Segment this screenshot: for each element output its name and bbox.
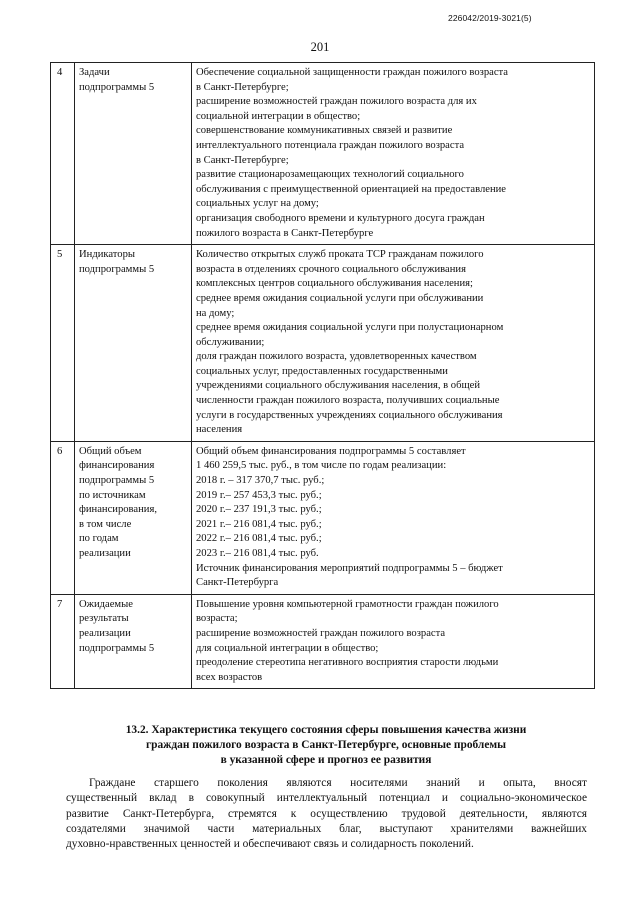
row-label-line: реализации: [79, 548, 131, 559]
row-label-line: подпрограммы 5: [79, 475, 155, 487]
paragraph-line: существенный вклад в совокупный интеллектуальный потенциал и социально-экономическое: [66, 792, 587, 805]
row-value-line: социальных услуг, предоставленных государственными: [196, 365, 448, 377]
row-value-line: Общий объем финансирования подпрограммы 5 составляет: [196, 445, 466, 457]
paragraph-line: Граждане старшего поколения являются носителями знаний и опыта, вносят: [89, 777, 587, 789]
row-value-line: 2023 г.– 216 081,4 тыс. руб.: [196, 548, 319, 559]
paragraph-line: духовно-нравственных ценностей и обеспечивают связь и солидарность поколений.: [66, 838, 474, 851]
section-heading-line: граждан пожилого возраста в Санкт-Петербурге, основные проблемы: [145, 739, 507, 751]
row-label-line: по источникам: [79, 489, 146, 501]
row-value-line: учреждениями социального обслуживания населения, в общей: [196, 380, 481, 392]
section-heading: [66, 723, 586, 768]
row-value-line: среднее время ожидания социальной услуги при обслуживании: [196, 292, 484, 304]
row-value-line: 2021 г.– 216 081,4 тыс. руб.;: [196, 518, 322, 530]
row-label-line: подпрограммы 5: [79, 263, 155, 275]
page-number: 201: [310, 40, 330, 54]
row-label: [75, 441, 192, 594]
row-value-line: комплексных центров социального обслуживания населения;: [196, 278, 473, 290]
row-value-line: численности граждан пожилого возраста, получивших социальные: [196, 395, 500, 407]
row-value-line: для социальной интеграции в общество;: [196, 642, 379, 654]
row-value-line: 1 460 259,5 тыс. руб., в том числе по годам реализации:: [196, 460, 447, 472]
section-heading-line: 13.2. Характеристика текущего состояния сферы повышения качества жизни: [125, 724, 527, 736]
row-label: [75, 594, 192, 689]
row-label-line: Общий объем: [79, 445, 142, 457]
row-label-line: результаты: [79, 613, 129, 625]
table-row: [51, 63, 595, 245]
row-label-line: подпрограммы 5: [79, 642, 155, 654]
row-value-line: 2020 г.– 237 191,3 тыс. руб.;: [196, 504, 322, 516]
row-value-line: интеллектуального потенциала граждан пожилого возраста: [196, 139, 465, 151]
row-label: [75, 63, 192, 245]
row-label-line: реализации: [79, 627, 131, 639]
row-value-line: Повышение уровня компьютерной грамотности граждан пожилого: [196, 598, 499, 610]
row-number: 6: [51, 441, 75, 594]
row-value-line: Санкт-Петербурга: [196, 577, 279, 589]
paragraph-line: развитие Санкт-Петербурга, стремятся к осуществлению трудовой деятельности, являются: [66, 807, 587, 820]
row-value-line: обслуживания с преимущественной ориентацией на предоставление: [196, 183, 506, 195]
row-value-line: расширение возможностей граждан пожилого возраста для их: [196, 96, 477, 108]
row-value-line: 2018 г. – 317 370,7 тыс. руб.;: [196, 475, 325, 487]
row-value-line: доля граждан пожилого возраста, удовлетворенных качеством: [196, 351, 477, 363]
row-value: [192, 441, 595, 594]
row-value-line: в Санкт-Петербурге;: [196, 81, 289, 93]
row-value-line: населения: [196, 424, 243, 436]
row-value: [192, 245, 595, 442]
row-value-line: расширение возможностей граждан пожилого возраста: [196, 627, 446, 639]
row-value-line: социальных услуг на дому;: [196, 198, 319, 210]
row-value-line: 2019 г.– 257 453,3 тыс. руб.;: [196, 489, 322, 501]
row-label-line: Ожидаемые: [79, 598, 133, 610]
row-value-line: развитие стационарозамещающих технологий социального: [196, 169, 464, 181]
section-paragraph: [66, 776, 587, 852]
row-number: 7: [51, 594, 75, 689]
row-label-line: Задачи: [79, 67, 110, 78]
row-value-line: 2022 г.– 216 081,4 тыс. руб.;: [196, 533, 322, 545]
row-value-line: возраста;: [196, 613, 238, 625]
row-label-line: по годам: [79, 533, 119, 545]
row-value-line: услуги в государственных учреждениях социального обслуживания: [196, 409, 503, 421]
row-value-line: среднее время ожидания социальной услуги при полустационарном: [196, 322, 504, 334]
table-row: [51, 594, 595, 689]
paragraph-line: создателями значимой части материальных благ, выступают хранителями важнейших: [66, 822, 587, 835]
row-value-line: Источник финансирования мероприятий подпрограммы 5 – бюджет: [196, 562, 503, 574]
table-row: [51, 245, 595, 442]
row-value-line: обслуживании;: [196, 336, 265, 348]
row-label-line: финансирования,: [79, 504, 157, 516]
row-label-line: подпрограммы 5: [79, 81, 155, 93]
row-value-line: в Санкт-Петербурге;: [196, 154, 289, 166]
row-number: 5: [51, 245, 75, 442]
row-label-line: Индикаторы: [79, 249, 135, 261]
section-heading-line: в указанной сфере и прогноз ее развития: [220, 754, 432, 766]
row-value-line: всех возрастов: [196, 671, 263, 683]
row-label-line: в том числе: [79, 518, 132, 530]
row-value-line: социальной интеграции в общество;: [196, 110, 361, 122]
row-label-line: финансирования: [79, 460, 155, 472]
row-value: [192, 594, 595, 689]
row-value-line: Количество открытых служб проката ТСР гражданам пожилого: [196, 249, 484, 261]
row-value: [192, 63, 595, 245]
subprogram-passport-table: [50, 62, 595, 689]
table-row: [51, 441, 595, 594]
row-label: [75, 245, 192, 442]
row-value-line: преодоление стереотипа негативного восприятия старости людьми: [196, 657, 499, 669]
row-value-line: возраста в отделениях срочного социального обслуживания: [196, 263, 466, 275]
row-value-line: организация свободного времени и культурного досуга граждан: [196, 212, 485, 224]
row-value-line: на дому;: [196, 307, 235, 319]
row-value-line: совершенствование коммуникативных связей и развитие: [196, 125, 453, 137]
row-value-line: Обеспечение социальной защищенности граждан пожилого возраста: [196, 67, 508, 78]
row-number: 4: [51, 63, 75, 245]
row-value-line: пожилого возраста в Санкт-Петербурге: [196, 227, 374, 239]
document-number: 226042/2019-3021(5): [448, 13, 532, 23]
